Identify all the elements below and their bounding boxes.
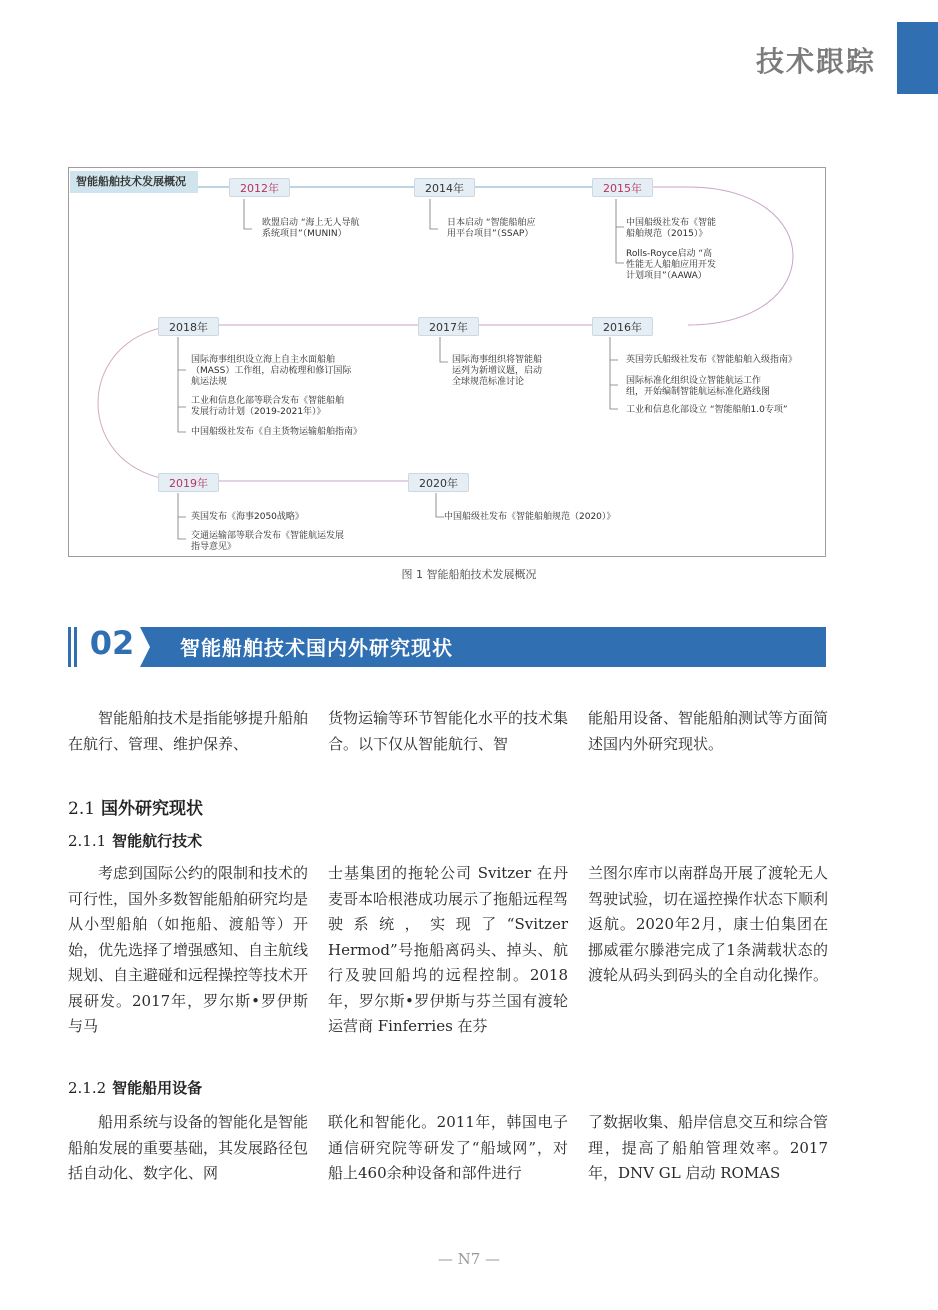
- year-2016: 2016年: [592, 317, 653, 336]
- heading-2-1-1: [68, 830, 202, 851]
- year-2017: 2017年: [418, 317, 479, 336]
- year-2019: 2019年: [158, 473, 219, 492]
- section-number: 02: [89, 624, 135, 662]
- year-2018: 2018年: [158, 317, 219, 336]
- section-title: 智能船舶技术国内外研究现状: [180, 636, 453, 660]
- banner-stripe: [68, 627, 71, 667]
- heading-2-1-number: 2.1: [68, 799, 96, 819]
- heading-2-1: [68, 794, 203, 819]
- event-2016-3: 工业和信息化部设立 “智能船舶1.0专项”: [626, 405, 788, 415]
- event-2016-1: 英国劳氏船级社发布《智能船舶入级指南》: [626, 355, 798, 365]
- event-2015-2: Rolls-Royce启动 “高 性能无人船舶应用开发 计划项目”（AAWA）: [626, 249, 717, 281]
- event-2018-1: 国际海事组织设立海上自主水面船舶 （MASS）工作组，启动梳理和修订国际 航运法规: [191, 355, 352, 387]
- intro-col-2: 货物运输等环节智能化水平的技术集合。以下仅从智能航行、智: [328, 709, 569, 753]
- intro-col-3: 能船用设备、智能船舶测试等方面简述国内外研究现状。: [588, 709, 829, 753]
- s211-col-3: 兰图尔库市以南群岛开展了渡轮无人驾驶试验，切在遥控操作状态下顺利返航。2020年2月，康士伯集团在挪威霍尔滕港完成了1条满载状态的渡轮从码头到码头的全自动化操作。: [588, 864, 829, 984]
- s212-col-2: 联化和智能化。2011年，韩国电子通信研究院等研发了“船域网”，对船上460余种设备和部件进行: [328, 1113, 568, 1182]
- s211-col-1: 考虑到国际公约的限制和技术的可行性，国外多数智能船舶研究均是从小型船舶（如拖船、渡船等）开始，优先选择了增强感知、自主航线规划、自主避碰和远程操控等技术开展研发。2017年，罗尔斯•罗伊斯与马: [68, 864, 309, 1035]
- heading-2-1-title: 国外研究现状: [101, 799, 204, 819]
- heading-2-1-1-number: 2.1.1: [68, 832, 107, 850]
- event-2018-2: 工业和信息化部等联合发布《智能船舶 发展行动计划（2019-2021年）》: [191, 396, 345, 417]
- year-2020: 2020年: [408, 473, 469, 492]
- heading-2-1-1-title: 智能航行技术: [112, 832, 203, 850]
- event-2012-1: 欧盟启动 “海上无人导航 系统项目”（MUNIN）: [262, 218, 360, 239]
- header-title: 技术跟踪: [756, 45, 877, 78]
- heading-2-1-2-number: 2.1.2: [68, 1079, 107, 1097]
- heading-2-1-2: [68, 1077, 202, 1098]
- s212-col-3: 了数据收集、船岸信息交互和综合管理，提高了船舶管理效率。2017年，DNV GL 启动 ROMAS: [588, 1113, 829, 1182]
- year-2012: 2012年: [229, 178, 290, 197]
- s211-col-2: 士基集团的拖轮公司 Svitzer 在丹麦哥本哈根港成功展示了拖船远程驾驶系统，实现了“Svitzer Hermod”号拖船离码头、掉头、航行及驶回船坞的远程控制。2018年，罗尔斯•罗伊斯与芬兰国有渡轮运营商 Finferries 在芬: [328, 864, 569, 1035]
- event-2019-1: 英国发布《海事2050战略》: [191, 512, 304, 522]
- event-2014-1: 日本启动 “智能船舶应 用平台项目”（SSAP）: [447, 218, 536, 239]
- heading-2-1-2-title: 智能船用设备: [112, 1079, 203, 1097]
- figure-tag: 智能船舶技术发展概况: [70, 171, 198, 193]
- event-2019-2: 交通运输部等联合发布《智能航运发展 指导意见》: [191, 531, 345, 552]
- event-2015-1: 中国船级社发布《智能 船舶规范（2015）》: [626, 218, 717, 239]
- event-2017-1: 国际海事组织将智能船 运列为新增议题，启动 全球规范标准讨论: [452, 355, 543, 387]
- event-2018-3: 中国船级社发布《自主货物运输船舶指南》: [191, 427, 363, 437]
- page-number: — N7 —: [437, 1250, 501, 1268]
- year-2015: 2015年: [592, 178, 653, 197]
- event-2020-1: 中国船级社发布《智能船舶规范（2020）》: [444, 512, 616, 522]
- header-accent-bar: [897, 22, 938, 94]
- s212-col-1: 船用系统与设备的智能化是智能船舶发展的重要基础，其发展路径包括自动化、数字化、网: [68, 1113, 309, 1182]
- figure-caption: 图 1 智能船舶技术发展概况: [401, 568, 537, 581]
- year-2014: 2014年: [414, 178, 475, 197]
- event-2016-2: 国际标准化组织设立智能航运工作 组，开始编制智能航运标准化路线图: [626, 376, 771, 397]
- intro-col-1: 智能船舶技术是指能够提升船舶在航行、管理、维护保养、: [68, 709, 309, 753]
- banner-stripe: [74, 627, 77, 667]
